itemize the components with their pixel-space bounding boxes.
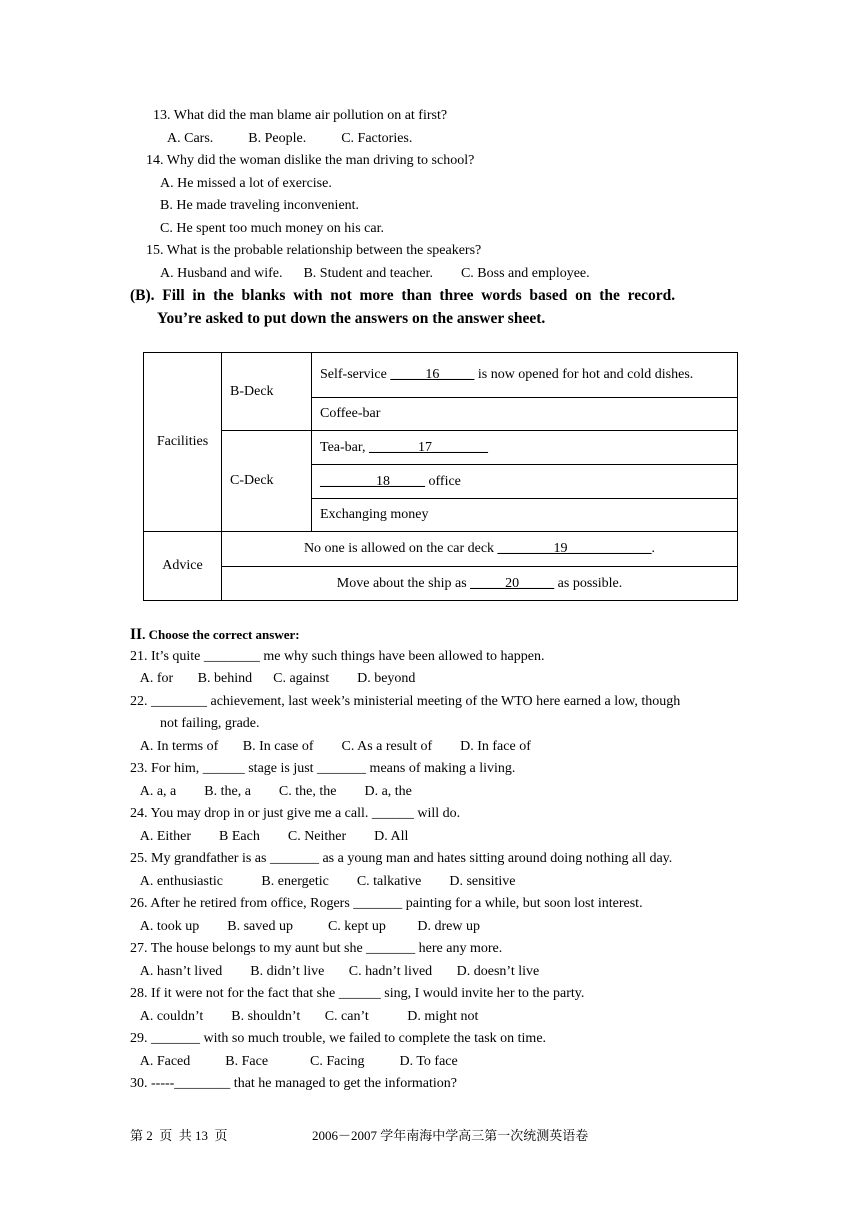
b-deck-label: B-Deck [230, 383, 274, 399]
coffee-bar-row [312, 398, 738, 431]
section-ii-numeral: II [130, 626, 143, 643]
advice-cell [144, 532, 222, 601]
question-21-options: A. for B. behind C. against D. beyond [130, 671, 416, 686]
advice-row-1 [222, 532, 738, 567]
exchanging-money-row [312, 499, 738, 532]
fill-in-table [143, 352, 738, 601]
section-ii-heading [130, 626, 300, 644]
question-28-options: A. couldn’t B. shouldn’t C. can’t D. might not [130, 1009, 479, 1024]
tea-bar-text: Tea-bar, [320, 439, 369, 455]
facilities-label: Facilities [156, 434, 209, 449]
question-25-stem: 25. My grandfather is as _______ as a young man and hates sitting around doing nothing all day. [130, 851, 673, 866]
blank-17: _______17________ [368, 439, 488, 455]
exchanging-money-text: Exchanging money [320, 507, 429, 522]
self-service-row [312, 353, 738, 398]
question-27-stem: 27. The house belongs to my aunt but she _______ here any more. [130, 941, 503, 956]
self-service-text: Self-service [320, 367, 391, 382]
advice-label: Advice [162, 558, 203, 573]
office-text: office [425, 473, 461, 489]
question-15-options: A. Husband and wife. B. Student and teacher. C. Boss and employee. [160, 266, 590, 281]
question-26-stem: 26. After he retired from office, Rogers _______ painting for a while, but soon lost interest. [130, 896, 643, 911]
question-26-options: A. took up B. saved up C. kept up D. drew up [130, 919, 480, 934]
section-b-heading: (B). Fill in the blanks with not more than three words based on the record. [130, 287, 676, 304]
blank-16: _____16_____ [390, 367, 475, 382]
question-14-stem: 14. Why did the woman dislike the man driving to school? [146, 153, 475, 168]
question-22-stem-cont: not failing, grade. [160, 716, 260, 731]
tea-bar-row [312, 431, 738, 465]
blank-19: ________19____________ [497, 541, 652, 556]
advice-1-text: No one is allowed on the car deck [303, 541, 498, 556]
page-number: 第 2 页 共 13 页 [130, 1128, 228, 1143]
coffee-bar-text: Coffee-bar [320, 406, 381, 421]
blank-20: _____20_____ [470, 575, 555, 591]
advice-2-text: Move about the ship as [336, 575, 471, 591]
office-row [312, 465, 738, 499]
advice-2-suffix: as possible. [554, 575, 623, 591]
question-13-stem: 13. What did the man blame air pollution on at first? [153, 108, 448, 123]
advice-1-suffix: . [651, 541, 656, 556]
section-b-instruction: You’re asked to put down the answers on the answer sheet. [157, 310, 546, 327]
facilities-cell [144, 353, 222, 532]
question-23-options: A. a, a B. the, a C. the, the D. a, the [130, 784, 412, 799]
question-14-option-c: C. He spent too much money on his car. [160, 221, 384, 236]
question-24-options: A. Either B Each C. Neither D. All [130, 829, 409, 844]
exam-title-footer: 2006－2007 学年南海中学高三第一次统测英语卷 [312, 1128, 589, 1143]
question-22-stem: 22. ________ achievement, last week’s ministerial meeting of the WTO here earned a low, though [130, 694, 681, 709]
c-deck-label: C-Deck [230, 473, 274, 488]
question-27-options: A. hasn’t lived B. didn’t live C. hadn’t lived D. doesn’t live [130, 964, 540, 979]
question-29-options: A. Faced B. Face C. Facing D. To face [130, 1054, 458, 1069]
question-22-options: A. In terms of B. In case of C. As a result of D. In face of [130, 739, 531, 754]
question-15-stem: 15. What is the probable relationship between the speakers? [146, 243, 482, 258]
b-deck-cell [222, 353, 312, 431]
question-14-option-a: A. He missed a lot of exercise. [160, 176, 332, 191]
question-23-stem: 23. For him, ______ stage is just _______ means of making a living. [130, 761, 516, 776]
question-13-options: A. Cars. B. People. C. Factories. [167, 131, 413, 146]
section-ii-title: . Choose the correct answer: [142, 627, 300, 642]
question-25-options: A. enthusiastic B. energetic C. talkative D. sensitive [130, 874, 516, 889]
c-deck-cell [222, 431, 312, 532]
question-14-option-b: B. He made traveling inconvenient. [160, 198, 360, 213]
question-24-stem: 24. You may drop in or just give me a call. ______ will do. [130, 806, 461, 821]
blank-18: ________18_____ [320, 473, 425, 489]
question-30-stem: 30. -----________ that he managed to get the information? [130, 1076, 457, 1091]
advice-row-2 [222, 567, 738, 601]
question-29-stem: 29. _______ with so much trouble, we failed to complete the task on time. [130, 1031, 547, 1046]
question-21-stem: 21. It’s quite ________ me why such things have been allowed to happen. [130, 649, 545, 664]
question-28-stem: 28. If it were not for the fact that she ______ sing, I would invite her to the party. [130, 986, 585, 1001]
self-service-suffix: is now opened for hot and cold dishes. [474, 367, 694, 382]
